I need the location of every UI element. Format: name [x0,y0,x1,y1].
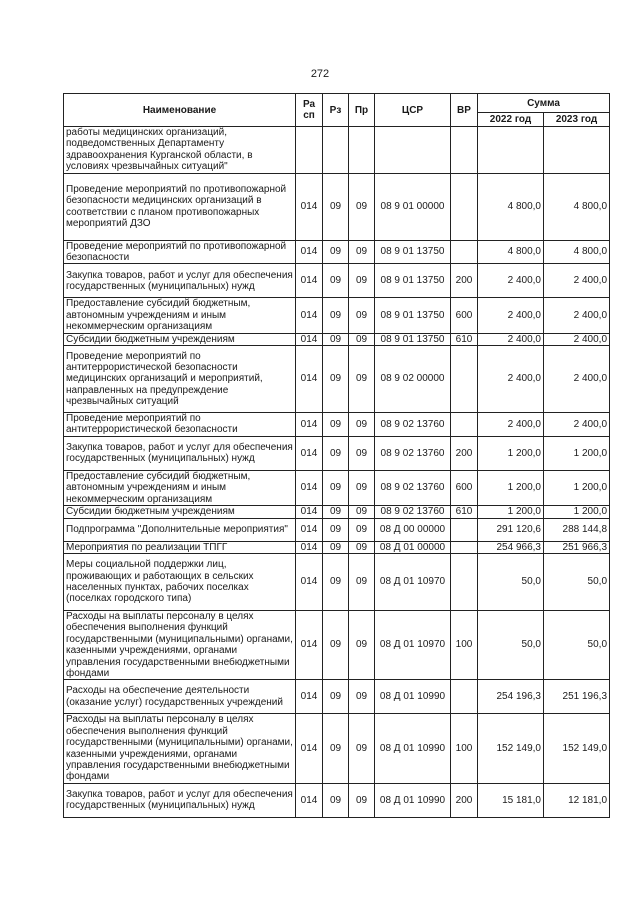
row-sum-2023: 2 400,0 [544,413,610,437]
row-sum-2022: 1 200,0 [478,470,544,505]
budget-table [63,93,610,818]
row-pr: 09 [349,610,375,679]
row-vr: 200 [451,783,478,817]
header-vr: ВР [451,94,478,127]
row-sum-2022: 291 120,6 [478,518,544,541]
row-sum-2023: 2 400,0 [544,333,610,345]
row-sum-2022: 4 800,0 [478,173,544,240]
row-csr: 08 Д 01 10970 [375,610,451,679]
table-row [64,264,610,298]
row-pr: 09 [349,714,375,783]
row-rz: 09 [323,240,349,264]
row-name: Расходы на выплаты персоналу в целях обеспечения выполнения функций государственными (муниципальными) органами, казенными учреждениями, органами управления государственными внебюджетными фондами [64,714,296,783]
row-sum-2022: 2 400,0 [478,333,544,345]
header-pr: Пр [349,94,375,127]
row-pr: 09 [349,240,375,264]
header-rasp: Ра сп [296,94,323,127]
row-pr: 09 [349,413,375,437]
row-name: Проведение мероприятий по антитеррористической безопасности медицинских организаций и мероприятий, направленных на предупреждение чрезвычайных ситуаций [64,346,296,413]
row-vr: 100 [451,610,478,679]
row-csr: 08 9 02 13760 [375,436,451,470]
row-sum-2023: 1 200,0 [544,436,610,470]
row-pr: 09 [349,333,375,345]
row-rz: 09 [323,553,349,610]
table-row [64,714,610,783]
header-year-2023: 2023 год [544,113,610,127]
row-name: Проведение мероприятий по антитеррористической безопасности [64,413,296,437]
row-rz: 09 [323,413,349,437]
header-csr: ЦСР [375,94,451,127]
row-rz: 09 [323,610,349,679]
row-vr [451,173,478,240]
row-rasp: 014 [296,413,323,437]
row-name: Закупка товаров, работ и услуг для обеспечения государственных (муниципальных) нужд [64,783,296,817]
row-sum-2022: 2 400,0 [478,413,544,437]
row-sum-2023: 4 800,0 [544,240,610,264]
row-csr [375,127,451,174]
row-sum-2022: 254 196,3 [478,680,544,714]
row-csr: 08 Д 01 10970 [375,553,451,610]
row-rz: 09 [323,346,349,413]
row-pr: 09 [349,506,375,518]
header-rz: Рз [323,94,349,127]
row-sum-2022: 152 149,0 [478,714,544,783]
row-sum-2023: 251 196,3 [544,680,610,714]
table-row [64,541,610,553]
row-pr: 09 [349,680,375,714]
header-sum: Сумма [478,94,610,113]
row-csr: 08 Д 01 10990 [375,783,451,817]
row-csr: 08 9 02 00000 [375,346,451,413]
row-sum-2022: 2 400,0 [478,298,544,333]
row-vr [451,346,478,413]
row-sum-2023: 251 966,3 [544,541,610,553]
row-vr: 200 [451,436,478,470]
row-rasp: 014 [296,240,323,264]
header-name: Наименование [64,94,296,127]
row-sum-2022: 1 200,0 [478,436,544,470]
row-rz: 09 [323,783,349,817]
row-csr: 08 9 01 13750 [375,264,451,298]
table-row [64,783,610,817]
row-vr: 610 [451,333,478,345]
row-vr: 200 [451,264,478,298]
row-sum-2023: 12 181,0 [544,783,610,817]
row-name: Проведение мероприятий по противопожарной безопасности медицинских организаций в соответствии с планом противопожарных мероприятий ДЗО [64,173,296,240]
page-number: 272 [310,68,330,80]
row-sum-2023: 50,0 [544,553,610,610]
row-rasp: 014 [296,553,323,610]
row-vr: 100 [451,714,478,783]
row-vr [451,680,478,714]
row-rz: 09 [323,264,349,298]
table-row [64,333,610,345]
row-name: Закупка товаров, работ и услуг для обеспечения государственных (муниципальных) нужд [64,264,296,298]
table-row [64,680,610,714]
table-row [64,240,610,264]
row-rasp: 014 [296,346,323,413]
table-row [64,470,610,505]
row-sum-2023 [544,127,610,174]
row-rz: 09 [323,541,349,553]
row-vr: 610 [451,506,478,518]
table-row [64,127,610,174]
row-csr: 08 Д 01 10990 [375,714,451,783]
row-name: Субсидии бюджетным учреждениям [64,506,296,518]
row-name: Предоставление субсидий бюджетным, автономным учреждениям и иным некоммерческим организациям [64,470,296,505]
row-sum-2022: 15 181,0 [478,783,544,817]
row-csr: 08 9 01 13750 [375,240,451,264]
row-rasp: 014 [296,783,323,817]
row-rasp: 014 [296,173,323,240]
row-csr: 08 Д 01 10990 [375,680,451,714]
table-row [64,610,610,679]
row-csr: 08 9 02 13760 [375,470,451,505]
row-name: Предоставление субсидий бюджетным, автономным учреждениям и иным некоммерческим организациям [64,298,296,333]
row-sum-2022: 254 966,3 [478,541,544,553]
row-csr: 08 9 01 13750 [375,333,451,345]
row-pr: 09 [349,470,375,505]
row-rz: 09 [323,470,349,505]
row-vr [451,553,478,610]
row-rasp: 014 [296,264,323,298]
row-rasp: 014 [296,333,323,345]
row-rz: 09 [323,173,349,240]
row-pr [349,127,375,174]
row-rz: 09 [323,680,349,714]
row-csr: 08 Д 01 00000 [375,541,451,553]
row-csr: 08 9 01 13750 [375,298,451,333]
row-pr: 09 [349,436,375,470]
row-sum-2022: 1 200,0 [478,506,544,518]
row-vr [451,240,478,264]
row-rz: 09 [323,436,349,470]
row-rz: 09 [323,298,349,333]
row-rasp: 014 [296,541,323,553]
row-rz: 09 [323,714,349,783]
row-pr: 09 [349,783,375,817]
row-sum-2023: 152 149,0 [544,714,610,783]
row-name: Проведение мероприятий по противопожарной безопасности [64,240,296,264]
row-vr [451,127,478,174]
row-rasp: 014 [296,518,323,541]
row-csr: 08 Д 00 00000 [375,518,451,541]
row-vr: 600 [451,470,478,505]
row-pr: 09 [349,553,375,610]
row-sum-2023: 4 800,0 [544,173,610,240]
row-sum-2023: 50,0 [544,610,610,679]
row-pr: 09 [349,346,375,413]
row-vr [451,541,478,553]
table-row [64,346,610,413]
row-csr: 08 9 01 00000 [375,173,451,240]
table-row [64,298,610,333]
row-sum-2023: 2 400,0 [544,298,610,333]
row-rasp: 014 [296,470,323,505]
row-sum-2022: 2 400,0 [478,264,544,298]
row-name: Закупка товаров, работ и услуг для обеспечения государственных (муниципальных) нужд [64,436,296,470]
row-vr [451,518,478,541]
row-rasp: 014 [296,680,323,714]
row-rasp: 014 [296,298,323,333]
row-rasp: 014 [296,506,323,518]
row-sum-2023: 288 144,8 [544,518,610,541]
row-name: Подпрограмма "Дополнительные мероприятия" [64,518,296,541]
row-vr: 600 [451,298,478,333]
row-rz: 09 [323,518,349,541]
row-sum-2022 [478,127,544,174]
row-name: Расходы на обеспечение деятельности (оказание услуг) государственных учреждений [64,680,296,714]
row-pr: 09 [349,173,375,240]
row-sum-2022: 4 800,0 [478,240,544,264]
row-name: Меры социальной поддержки лиц, проживающих и работающих в сельских населенных пунктах, рабочих поселках (поселках городского типа) [64,553,296,610]
row-sum-2023: 1 200,0 [544,470,610,505]
row-sum-2022: 2 400,0 [478,346,544,413]
row-sum-2023: 2 400,0 [544,346,610,413]
row-sum-2023: 1 200,0 [544,506,610,518]
table-row [64,553,610,610]
table-row [64,173,610,240]
row-rasp: 014 [296,714,323,783]
row-name: Расходы на выплаты персоналу в целях обеспечения выполнения функций государственными (муниципальными) органами, казенными учреждениями, органами управления государственными внебюджетными фондами [64,610,296,679]
row-sum-2022: 50,0 [478,553,544,610]
row-csr: 08 9 02 13760 [375,506,451,518]
row-rasp: 014 [296,610,323,679]
row-rasp [296,127,323,174]
row-vr [451,413,478,437]
row-pr: 09 [349,264,375,298]
row-pr: 09 [349,298,375,333]
row-sum-2022: 50,0 [478,610,544,679]
header-year-2022: 2022 год [478,113,544,127]
row-rasp: 014 [296,436,323,470]
table-row [64,518,610,541]
row-rz [323,127,349,174]
row-rz: 09 [323,506,349,518]
row-name: работы медицинских организаций, подведомственных Департаменту здравоохранения Курганской области, в условиях чрезвычайных ситуаций" [64,127,296,174]
row-rz: 09 [323,333,349,345]
row-sum-2023: 2 400,0 [544,264,610,298]
table-row [64,413,610,437]
row-csr: 08 9 02 13760 [375,413,451,437]
row-pr: 09 [349,541,375,553]
row-name: Мероприятия по реализации ТПГГ [64,541,296,553]
table-row [64,506,610,518]
row-name: Субсидии бюджетным учреждениям [64,333,296,345]
row-pr: 09 [349,518,375,541]
table-row [64,436,610,470]
